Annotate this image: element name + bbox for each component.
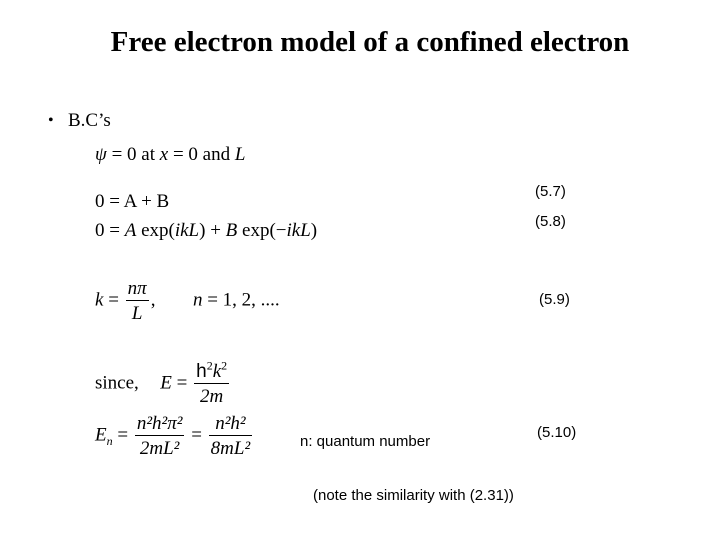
fraction-h2k2-over-2m: $\frac{h^2k^2}{2m}$ bbox=[196, 358, 228, 407]
fraction-n-pi-over-L: $\frac{n\pi}{L}$ bbox=[127, 278, 147, 324]
fraction-energy-1: $\frac{\text{n²h²π²}}{\text{2mL²}}$ bbox=[136, 413, 183, 459]
slide-title: Free electron model of a confined electron bbox=[110, 26, 630, 58]
fraction-energy-2: $\frac{\text{n²h²}}{\text{8mL²}}$ bbox=[210, 413, 251, 459]
label-eq-5-9: (5.9) bbox=[539, 291, 570, 308]
similarity-note: (note the similarity with (2.31)) bbox=[313, 487, 514, 504]
bullet-marker: • bbox=[48, 112, 54, 129]
label-eq-5-8: (5.8) bbox=[535, 213, 566, 230]
equation-5-10: $E_n$ = $\frac{\text{n²h²π²}}{\text{2mL²}}$ = $\frac{\text{n²h²}}{\text{8mL²}}$ bbox=[95, 413, 251, 459]
equation-5-8: 0 = A exp(ikL) + B exp(−ikL) bbox=[95, 220, 318, 241]
bullet-bcs: B.C’s bbox=[68, 110, 111, 131]
equation-5-9: k = $\frac{n\pi}{L}$ , n = 1, 2, .... bbox=[95, 278, 280, 324]
boundary-condition-equation: ψ = 0 at x = 0 and L bbox=[95, 144, 246, 165]
quantum-number-note: n: quantum number bbox=[300, 433, 431, 450]
label-eq-5-7: (5.7) bbox=[535, 183, 566, 200]
label-eq-5-10: (5.10) bbox=[537, 424, 577, 441]
energy-equation: since, E = $\frac{h^2k^2}{2m}$ bbox=[95, 358, 228, 407]
equation-5-7: 0 = A + B bbox=[95, 191, 170, 212]
